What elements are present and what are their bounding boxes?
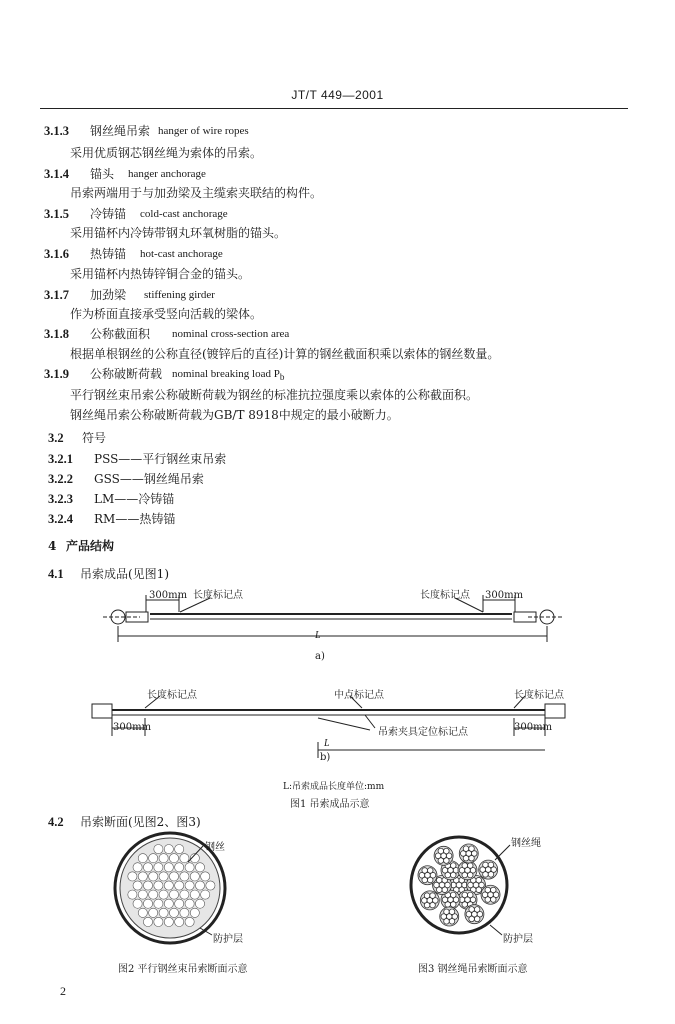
strand xyxy=(481,885,500,904)
strand xyxy=(434,846,453,865)
term-desc: 采用锚杯内热铸锌铜合金的锚头。 xyxy=(70,267,251,281)
length-symbol: L xyxy=(315,630,321,641)
term-en: nominal cross-section area xyxy=(172,328,290,340)
wire-circle xyxy=(190,872,199,881)
clamp-mark-label: 吊索夹具定位标记点 xyxy=(378,727,468,738)
wire-circle xyxy=(159,908,168,917)
wire-circle xyxy=(190,890,199,899)
term-number: 3.1.9 xyxy=(44,367,69,381)
wire-circle xyxy=(133,863,142,872)
section-number: 4.2 xyxy=(48,815,64,829)
wire-circle xyxy=(201,872,210,881)
wire-circle xyxy=(149,854,158,863)
wire-circle xyxy=(185,899,194,908)
wire-circle xyxy=(169,908,178,917)
wire-circle xyxy=(138,890,147,899)
wire-circle xyxy=(185,881,194,890)
wire-circle xyxy=(190,908,199,917)
strand xyxy=(420,891,439,910)
subfigure-label: a) xyxy=(315,651,325,662)
wire-circle xyxy=(128,872,137,881)
wire-circle xyxy=(180,908,189,917)
wire-circle xyxy=(154,845,163,854)
wire-circle xyxy=(143,899,152,908)
section-title: 吊索成品(见图1) xyxy=(80,567,169,581)
wire-circle xyxy=(154,863,163,872)
wire-circle xyxy=(164,917,173,926)
wire-circle xyxy=(185,917,194,926)
protective-layer-label: 防护层 xyxy=(503,934,533,945)
wire-circle xyxy=(169,854,178,863)
term-number: 3.1.4 xyxy=(44,167,69,181)
wire-circle xyxy=(149,890,158,899)
section-number: 4.1 xyxy=(48,567,64,581)
term-desc: 采用优质钢芯钢丝绳为索体的吊索。 xyxy=(70,146,263,160)
length-mark-label: 长度标记点 xyxy=(514,690,564,701)
symbol-number: 3.2.4 xyxy=(48,512,73,526)
term-desc-2: 钢丝绳吊索公称破断荷载为GB/T 8918中规定的最小破断力。 xyxy=(70,408,399,422)
standard-header: JT/T 449—2001 xyxy=(291,88,384,102)
strand xyxy=(418,866,437,885)
term-desc: 根据单根钢丝的公称直径(镀锌后的直径)计算的钢丝截面积乘以索体的钢丝数量。 xyxy=(70,347,500,361)
dimension-label: 300mm xyxy=(149,590,188,601)
wire-circle xyxy=(175,881,184,890)
wire-circle xyxy=(169,890,178,899)
symbol-text: PSS——平行钢丝束吊索 xyxy=(94,452,227,466)
wire-circle xyxy=(185,863,194,872)
figure-3-drawing xyxy=(411,837,510,935)
term-en-text: nominal breaking load P xyxy=(172,368,280,380)
subfigure-label: b) xyxy=(320,752,331,763)
term-cn: 钢丝绳吊索 xyxy=(90,124,151,138)
wire-label: 钢丝 xyxy=(205,842,225,853)
section-title: 符号 xyxy=(82,431,107,445)
wire-circle xyxy=(138,872,147,881)
length-mark-label: 长度标记点 xyxy=(420,590,470,601)
term-number: 3.1.3 xyxy=(44,124,69,138)
wire-circle xyxy=(164,881,173,890)
wire-circle xyxy=(195,881,204,890)
section-number: 3.2 xyxy=(48,431,64,445)
wire-circle xyxy=(169,872,178,881)
wire-circle xyxy=(133,881,142,890)
wire-circle xyxy=(164,863,173,872)
symbol-number: 3.2.1 xyxy=(48,452,73,466)
wire-circle xyxy=(149,908,158,917)
term-cn: 公称截面积 xyxy=(90,327,151,341)
term-desc: 吊索两端用于与加劲梁及主缆索夹联结的构件。 xyxy=(70,186,323,200)
wire-rope-label: 钢丝绳 xyxy=(511,838,541,849)
term-cn: 锚头 xyxy=(90,167,115,181)
wire-circle xyxy=(154,899,163,908)
dimension-label: 300mm xyxy=(485,590,524,601)
symbol-text: LM——冷铸锚 xyxy=(94,492,175,506)
term-en: hanger anchorage xyxy=(128,168,206,180)
term-cn: 冷铸锚 xyxy=(90,207,127,221)
length-symbol: L xyxy=(324,738,330,749)
strand xyxy=(458,861,477,880)
wire-circle xyxy=(164,899,173,908)
wire-circle xyxy=(180,854,189,863)
dimension-label: 300mm xyxy=(514,722,553,733)
figure-2-caption: 图2 平行钢丝束吊索断面示意 xyxy=(118,964,248,975)
term-number: 3.1.5 xyxy=(44,207,69,221)
term-desc: 采用锚杯内冷铸带钢丸环氧树脂的锚头。 xyxy=(70,226,287,240)
wire-circle xyxy=(159,854,168,863)
term-number: 3.1.8 xyxy=(44,327,69,341)
wire-circle xyxy=(154,917,163,926)
symbol-text: RM——热铸锚 xyxy=(94,512,176,526)
wire-circle xyxy=(143,881,152,890)
wire-circle xyxy=(159,890,168,899)
wire-circle xyxy=(206,881,215,890)
wire-circle xyxy=(143,863,152,872)
term-en: cold-cast anchorage xyxy=(140,208,228,220)
term-number: 3.1.6 xyxy=(44,247,69,261)
section-title: 吊索断面(见图2、图3) xyxy=(80,815,201,829)
dimension-label: 300mm xyxy=(113,722,152,733)
wire-circle xyxy=(180,872,189,881)
strand xyxy=(465,905,484,924)
strand xyxy=(459,844,478,863)
term-cn: 热铸锚 xyxy=(90,247,127,261)
wire-circle xyxy=(154,881,163,890)
wire-circle xyxy=(164,845,173,854)
wire-circle xyxy=(149,872,158,881)
wire-circle xyxy=(175,899,184,908)
wire-circle xyxy=(175,863,184,872)
wire-circle xyxy=(143,917,152,926)
wire-circle xyxy=(195,899,204,908)
midpoint-mark-label: 中点标记点 xyxy=(334,690,384,701)
wire-circle xyxy=(128,890,137,899)
wire-circle xyxy=(138,854,147,863)
symbol-text: GSS——钢丝绳吊索 xyxy=(94,472,204,486)
wire-circle xyxy=(138,908,147,917)
page-number: 2 xyxy=(60,984,66,998)
wire-circle xyxy=(201,890,210,899)
section-title: 产品结构 xyxy=(66,539,115,553)
term-en-subscript: b xyxy=(279,372,285,383)
wire-circle xyxy=(195,863,204,872)
term-desc: 作为桥面直接承受竖向活载的梁体。 xyxy=(70,307,263,321)
term-en: hot-cast anchorage xyxy=(140,248,223,260)
wire-circle xyxy=(159,872,168,881)
term-number: 3.1.7 xyxy=(44,288,69,302)
wire-circle xyxy=(175,845,184,854)
strand xyxy=(440,907,459,926)
term-cn: 加劲梁 xyxy=(90,288,127,302)
term-en: stiffening girder xyxy=(144,289,215,301)
wire-circle xyxy=(133,899,142,908)
wire-circle xyxy=(175,917,184,926)
section-number: 4 xyxy=(48,539,57,553)
hanger-a xyxy=(103,595,563,642)
protective-layer-label: 防护层 xyxy=(213,934,243,945)
figure-1-caption: 图1 吊索成品示意 xyxy=(290,799,370,810)
strand xyxy=(479,860,498,879)
figure-3-caption: 图3 钢丝绳吊索断面示意 xyxy=(418,964,528,975)
term-en: hanger of wire ropes xyxy=(158,125,249,137)
length-mark-label: 长度标记点 xyxy=(193,590,243,601)
figure-note: L:吊索成品长度单位:mm xyxy=(283,782,385,792)
term-desc: 平行钢丝束吊索公称破断荷载为钢丝的标准抗拉强度乘以索体的公称截面积。 xyxy=(70,388,479,402)
term-cn: 公称破断荷载 xyxy=(90,367,163,381)
symbol-number: 3.2.3 xyxy=(48,492,73,506)
symbol-number: 3.2.2 xyxy=(48,472,73,486)
length-mark-label: 长度标记点 xyxy=(147,690,197,701)
wire-circle xyxy=(180,890,189,899)
